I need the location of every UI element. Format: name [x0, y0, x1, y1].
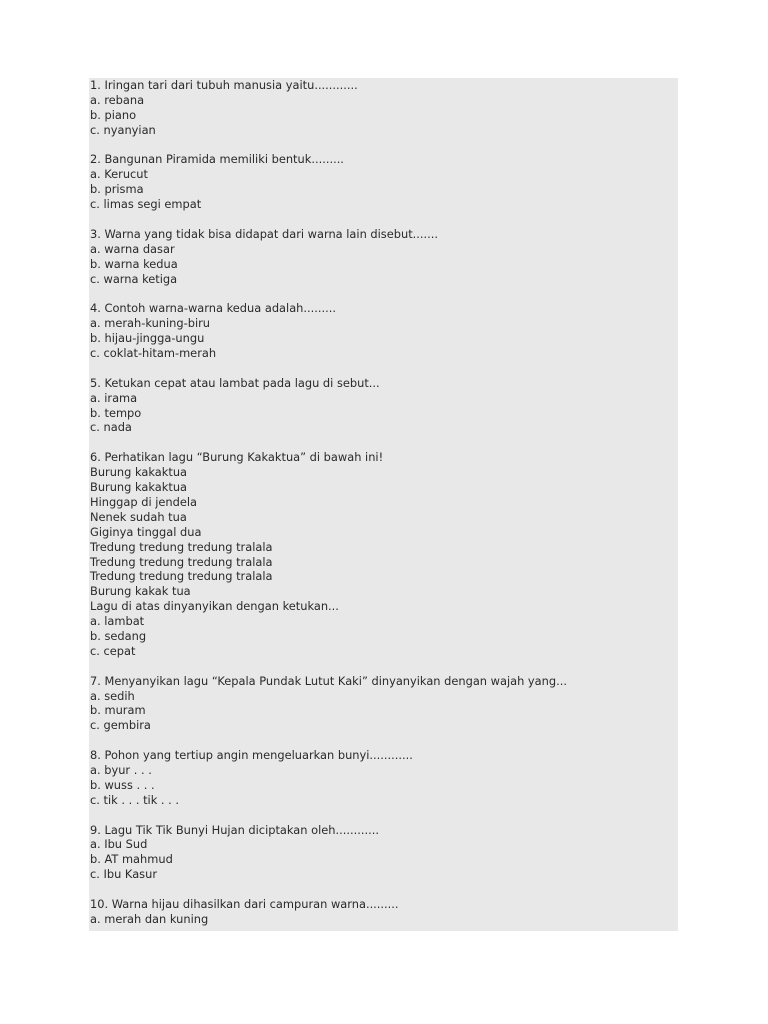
question-stem: 4. Contoh warna-warna kedua adalah.........: [90, 301, 336, 316]
answer-option: c. nyanyian: [90, 122, 156, 137]
question-8: [90, 748, 678, 808]
question-stem-line: Giginya tinggal dua: [90, 524, 202, 539]
answer-option: b. warna kedua: [90, 256, 178, 271]
question-stem: 7. Menyanyikan lagu “Kepala Pundak Lutut Kaki” dinyanyikan dengan wajah yang...: [90, 673, 567, 688]
question-stem-line: Burung kakak tua: [90, 584, 191, 599]
question-7: [90, 674, 678, 734]
answer-option: c. warna ketiga: [90, 271, 178, 286]
answer-option: b. tempo: [90, 405, 142, 420]
answer-option: c. gembira: [90, 718, 151, 733]
question-list: [89, 78, 678, 927]
answer-option: a. merah-kuning-biru: [90, 316, 211, 331]
answer-option: b. hijau-jingga-ungu: [90, 331, 205, 346]
question-stem-line: Lagu di atas dinyanyikan dengan ketukan...: [90, 599, 339, 614]
question-2: [90, 152, 678, 212]
answer-option: c. cepat: [90, 643, 136, 658]
answer-option: b. muram: [90, 703, 146, 718]
answer-option: a. Kerucut: [90, 167, 148, 182]
answer-option: c. nada: [90, 420, 132, 435]
question-4: [90, 301, 678, 361]
question-stem: 2. Bangunan Piramida memiliki bentuk.........: [90, 152, 344, 167]
question-stem-line: Tredung tredung tredung tralala: [90, 554, 273, 569]
question-stem-line: Tredung tredung tredung tralala: [90, 539, 273, 554]
question-1: [90, 78, 678, 138]
answer-option: c. coklat-hitam-merah: [90, 346, 217, 361]
answer-option: b. wuss . . .: [90, 777, 155, 792]
question-5: [90, 376, 678, 436]
answer-option: c. tik . . . tik . . .: [90, 792, 180, 807]
question-stem: 3. Warna yang tidak bisa didapat dari warna lain disebut.......: [90, 226, 439, 241]
question-stem: 9. Lagu Tik Tik Bunyi Hujan diciptakan oleh............: [90, 822, 379, 837]
question-stem-line: Hinggap di jendela: [90, 494, 198, 509]
question-stem: 1. Iringan tari dari tubuh manusia yaitu............: [90, 78, 358, 92]
question-stem: 5. Ketukan cepat atau lambat pada lagu di sebut...: [90, 375, 380, 390]
answer-option: b. AT mahmud: [90, 852, 173, 867]
answer-option: b. prisma: [90, 182, 144, 197]
question-3: [90, 227, 678, 287]
question-10: [90, 897, 678, 927]
answer-option: a. sedih: [90, 688, 135, 703]
question-9: [90, 823, 678, 883]
answer-option: b. piano: [90, 107, 137, 122]
answer-option: c. Ibu Kasur: [90, 867, 158, 882]
question-stem: 6. Perhatikan lagu “Burung Kakaktua” di bawah ini!: [90, 450, 384, 465]
answer-option: a. irama: [90, 390, 138, 405]
answer-option: a. byur . . .: [90, 762, 152, 777]
question-stem: 8. Pohon yang tertiup angin mengeluarkan bunyi............: [90, 748, 413, 763]
answer-option: b. sedang: [90, 628, 147, 643]
answer-option: a. Ibu Sud: [90, 837, 148, 852]
question-stem-line: Burung kakaktua: [90, 480, 188, 495]
question-stem-line: Nenek sudah tua: [90, 509, 187, 524]
answer-option: a. lambat: [90, 614, 145, 629]
question-stem: 10. Warna hijau dihasilkan dari campuran warna.........: [90, 896, 399, 911]
question-stem-line: Tredung tredung tredung tralala: [90, 569, 273, 584]
document-page: [89, 78, 678, 931]
answer-option: c. limas segi empat: [90, 197, 202, 212]
question-stem-line: Burung kakaktua: [90, 465, 188, 480]
answer-option: a. merah dan kuning: [90, 911, 209, 926]
question-6: [90, 450, 678, 658]
answer-option: a. warna dasar: [90, 241, 175, 256]
answer-option: a. rebana: [90, 92, 145, 107]
